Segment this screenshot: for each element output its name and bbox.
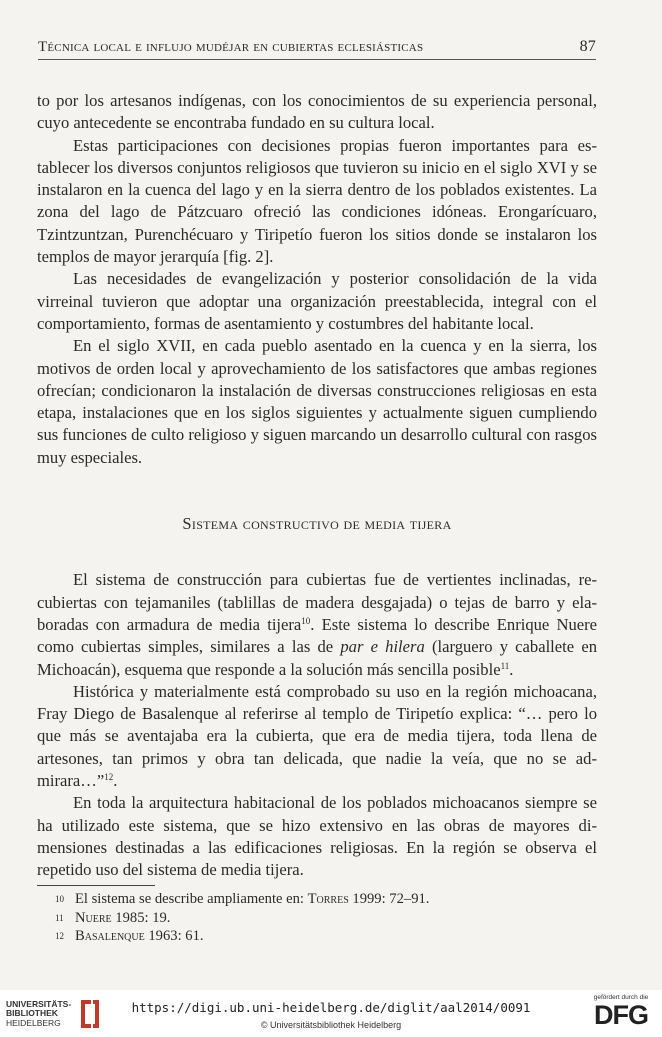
footnote-text-b: 1963: 61. <box>144 928 204 944</box>
footnote-rule <box>37 885 155 886</box>
footnote-mark: 12 <box>55 931 64 941</box>
footnote-text-b: 1985: 19. <box>111 909 171 926</box>
paragraph-6-text-a: Histórica y materialmente está comprobado su uso en la región michoacana, Fray Diego de Basalenque al referirse al templo de Tiripetío explica: “… pero lo que más se aventajaba era la cubierta, que era de media tijera, toda llena de artesones, tan primos y obra tan delicada, que nadie la veía, que no se admirara…” <box>37 681 597 791</box>
funded-by-label: gefördert durch die <box>593 994 649 1001</box>
paragraph-7: En toda la arquitectura habitacional de los poblados michoacanos siempre se ha utilizado este sistema, que se hizo extensivo en las obras de mayores dimensiones destinadas a las edificaciones religiosas. En la región se observa el repetido uso del sistema de media tijera. <box>37 793 597 880</box>
footnote-ref-12: 12 <box>104 772 114 783</box>
footnote-text-b: 1999: 72–91. <box>348 891 430 907</box>
footnote-ref-11: 11 <box>500 660 510 671</box>
dfg-logo[interactable] <box>585 994 657 1029</box>
library-name-line1: UNIVERSITÄTS- <box>6 998 72 1009</box>
footnote-text <box>75 890 429 909</box>
footnote-author: Nuere <box>75 909 112 926</box>
paragraph-2: Estas participaciones con decisiones propias fueron importantes para establecer los diversos conjuntos religiosos que tuvieron su inicio en el siglo XVI y se instalaron en la cuenca del lago y en la sierra dentro de los poblados existentes. La zona del lago de Pátzcuaro ofreció las condiciones idóneas. Erongarícuaro, Tzintzuntzan, Purenchécuaro y Tiripetío fueron los sitios donde se instalaron los templos de mayor jerarquía [fig. 2]. <box>37 135 597 267</box>
footnote-text <box>75 909 170 928</box>
paragraph-5 <box>37 569 597 680</box>
paragraph-3: Las necesidades de evangelización y posterior consolidación de la vida virreinal tuvieron que adoptar una organización preestablecida, integral con el comportamiento, formas de asentamiento y costumbres del habitante local. <box>37 269 597 333</box>
paragraph-5-text-d: . <box>509 659 514 679</box>
footnote-author: Torres <box>307 891 349 907</box>
paragraph-1: to por los artesanos indígenas, con los conocimientos de su experiencia personal, cuyo antecedente se encontraba fundado en su cultura local. <box>37 91 597 133</box>
footnote-mark: 11 <box>55 912 64 923</box>
footnote-author: Basalenque <box>75 928 145 944</box>
footnote-11 <box>55 909 595 928</box>
paragraph-5-italic: par e hilera <box>340 637 425 657</box>
copyright-notice: © Universitätsbibliothek Heidelberg <box>260 1020 402 1030</box>
paragraph-4: En el siglo XVII, en cada pueblo asentado en la cuenca y en la sierra, los motivos de orden local y aprovechamiento de los satisfactores que ambas regiones ofrecían; condicionaron la instalación de diversas construcciones religiosas en esta etapa, instalaciones que en los siglos siguientes y actualmente siguen cumpliendo sus funciones de culto religioso y siguen marcando un desarrollo cultural con rasgos muy especiales. <box>37 336 597 467</box>
running-head-title: Técnica local e influjo mudéjar en cubiertas eclesiásticas <box>38 39 424 55</box>
library-name-line2: BIBLIOTHEK <box>6 1008 58 1019</box>
body-text <box>37 90 597 882</box>
paragraph-6-text-b: . <box>113 771 118 791</box>
footnotes <box>55 890 595 946</box>
paragraph-5-text-b: . Este sistema lo describe Enrique Nuere como cubiertas simples, similares a las de <box>37 614 597 657</box>
paragraph-5-text-c: (larguero y caballete en Michoacán), esquema que responde a la solución más sencilla posible <box>37 637 597 679</box>
footnote-text-a: El sistema se describe ampliamente en: <box>75 891 308 907</box>
running-head <box>38 38 596 60</box>
dfg-wordmark: DFG <box>594 1000 648 1030</box>
library-name-line3: HEIDELBERG <box>6 1017 61 1028</box>
footnote-ref-10: 10 <box>301 615 311 626</box>
page-number: 87 <box>579 38 596 55</box>
footnote-text <box>75 927 204 946</box>
footnote-mark: 10 <box>55 894 64 904</box>
section-heading: Sistema constructivo de media tijera <box>182 514 452 534</box>
paragraph-6 <box>37 681 597 792</box>
permalink-url[interactable]: https://digi.ub.uni-heidelberg.de/diglit/aal2014/0091 <box>131 1000 531 1015</box>
footnote-10 <box>55 890 595 909</box>
footnote-12 <box>55 927 595 946</box>
paragraph-5-text-a: El sistema de construcción para cubiertas fue de vertientes inclinadas, recubiertas con tejamaniles (tablillas de madera desgajada) o tejas de barro y elaboradas con armadura de media tijera <box>37 570 597 634</box>
